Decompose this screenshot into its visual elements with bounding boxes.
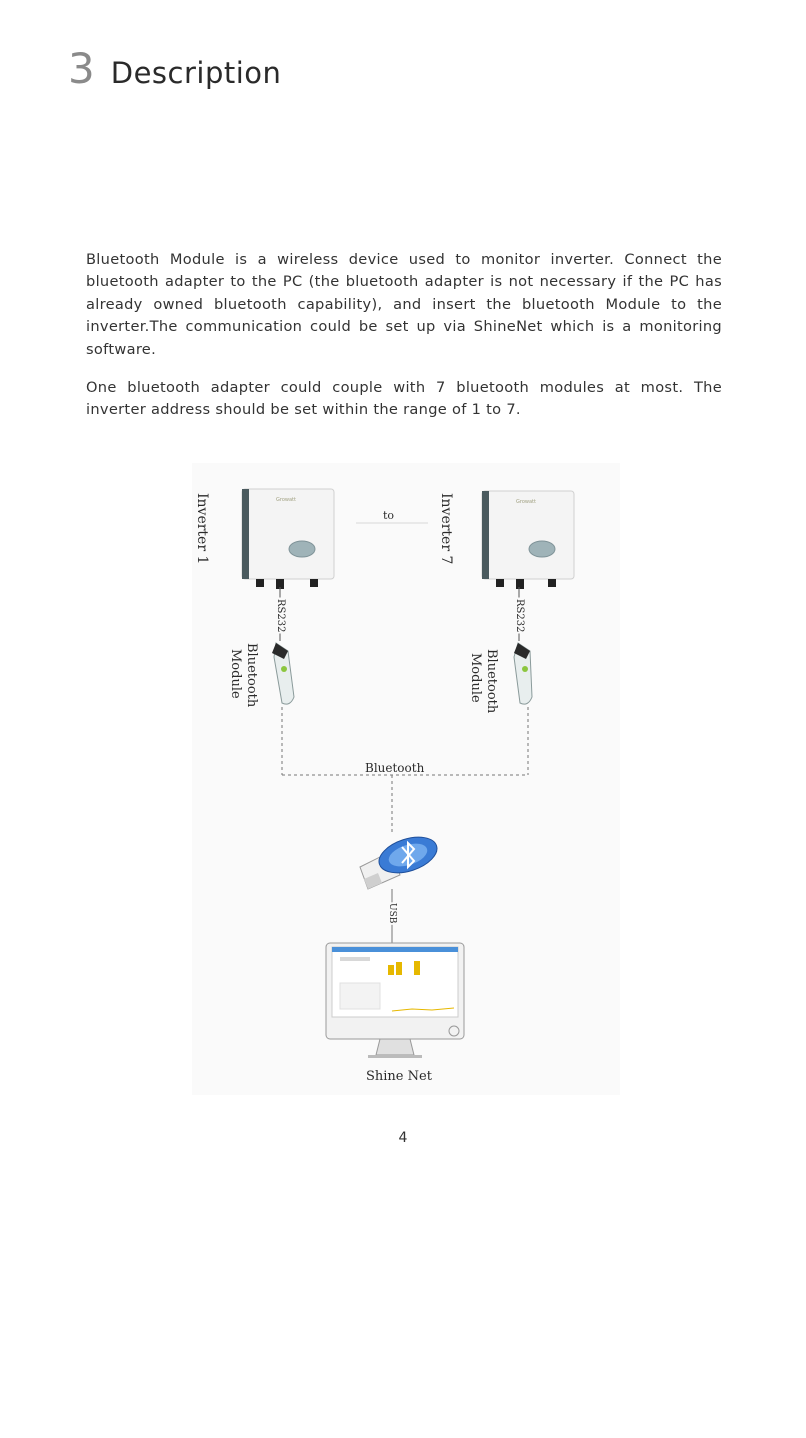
section-title: Description [110, 56, 282, 90]
inverter-left-image [242, 489, 334, 589]
bluetooth-label: Bluetooth [365, 761, 425, 775]
module-left-label-2: Module [228, 649, 243, 699]
rs232-left-label: RS232 [275, 599, 286, 633]
section-heading [68, 44, 282, 93]
brand-left: Growatt [276, 497, 296, 503]
inverter-left-label: Inverter 1 [194, 493, 210, 565]
connection-diagram [192, 463, 620, 1095]
paragraph-adapter-limit: One bluetooth adapter could couple with 7 bluetooth modules at most. The inverter address should be set within the range of 1 to 7. [86, 378, 722, 419]
paragraph-description: Bluetooth Module is a wireless device used to monitor inverter. Connect the bluetooth adapter to the PC (the bluetooth adapter is not necessary if the PC has already owned bluetooth capability), and insert the bluetooth Module to the inverter.The communication could be set up via ShineNet which is a monitoring software. [86, 250, 722, 358]
module-right-label-2: Module [468, 653, 483, 703]
shine-net-label: Shine Net [366, 1069, 432, 1084]
page-number: 4 [398, 1130, 408, 1146]
brand-right: Growatt [516, 499, 536, 505]
section-number: 3 [68, 44, 95, 93]
to-label: to [383, 509, 395, 522]
module-left-label-1: Bluetooth [244, 643, 259, 708]
inverter-right-label: Inverter 7 [438, 493, 454, 565]
rs232-right-label: RS232 [514, 599, 525, 633]
inverter-right-image [482, 491, 574, 589]
module-right-label-1: Bluetooth [484, 649, 499, 714]
usb-label: USB [387, 903, 397, 924]
